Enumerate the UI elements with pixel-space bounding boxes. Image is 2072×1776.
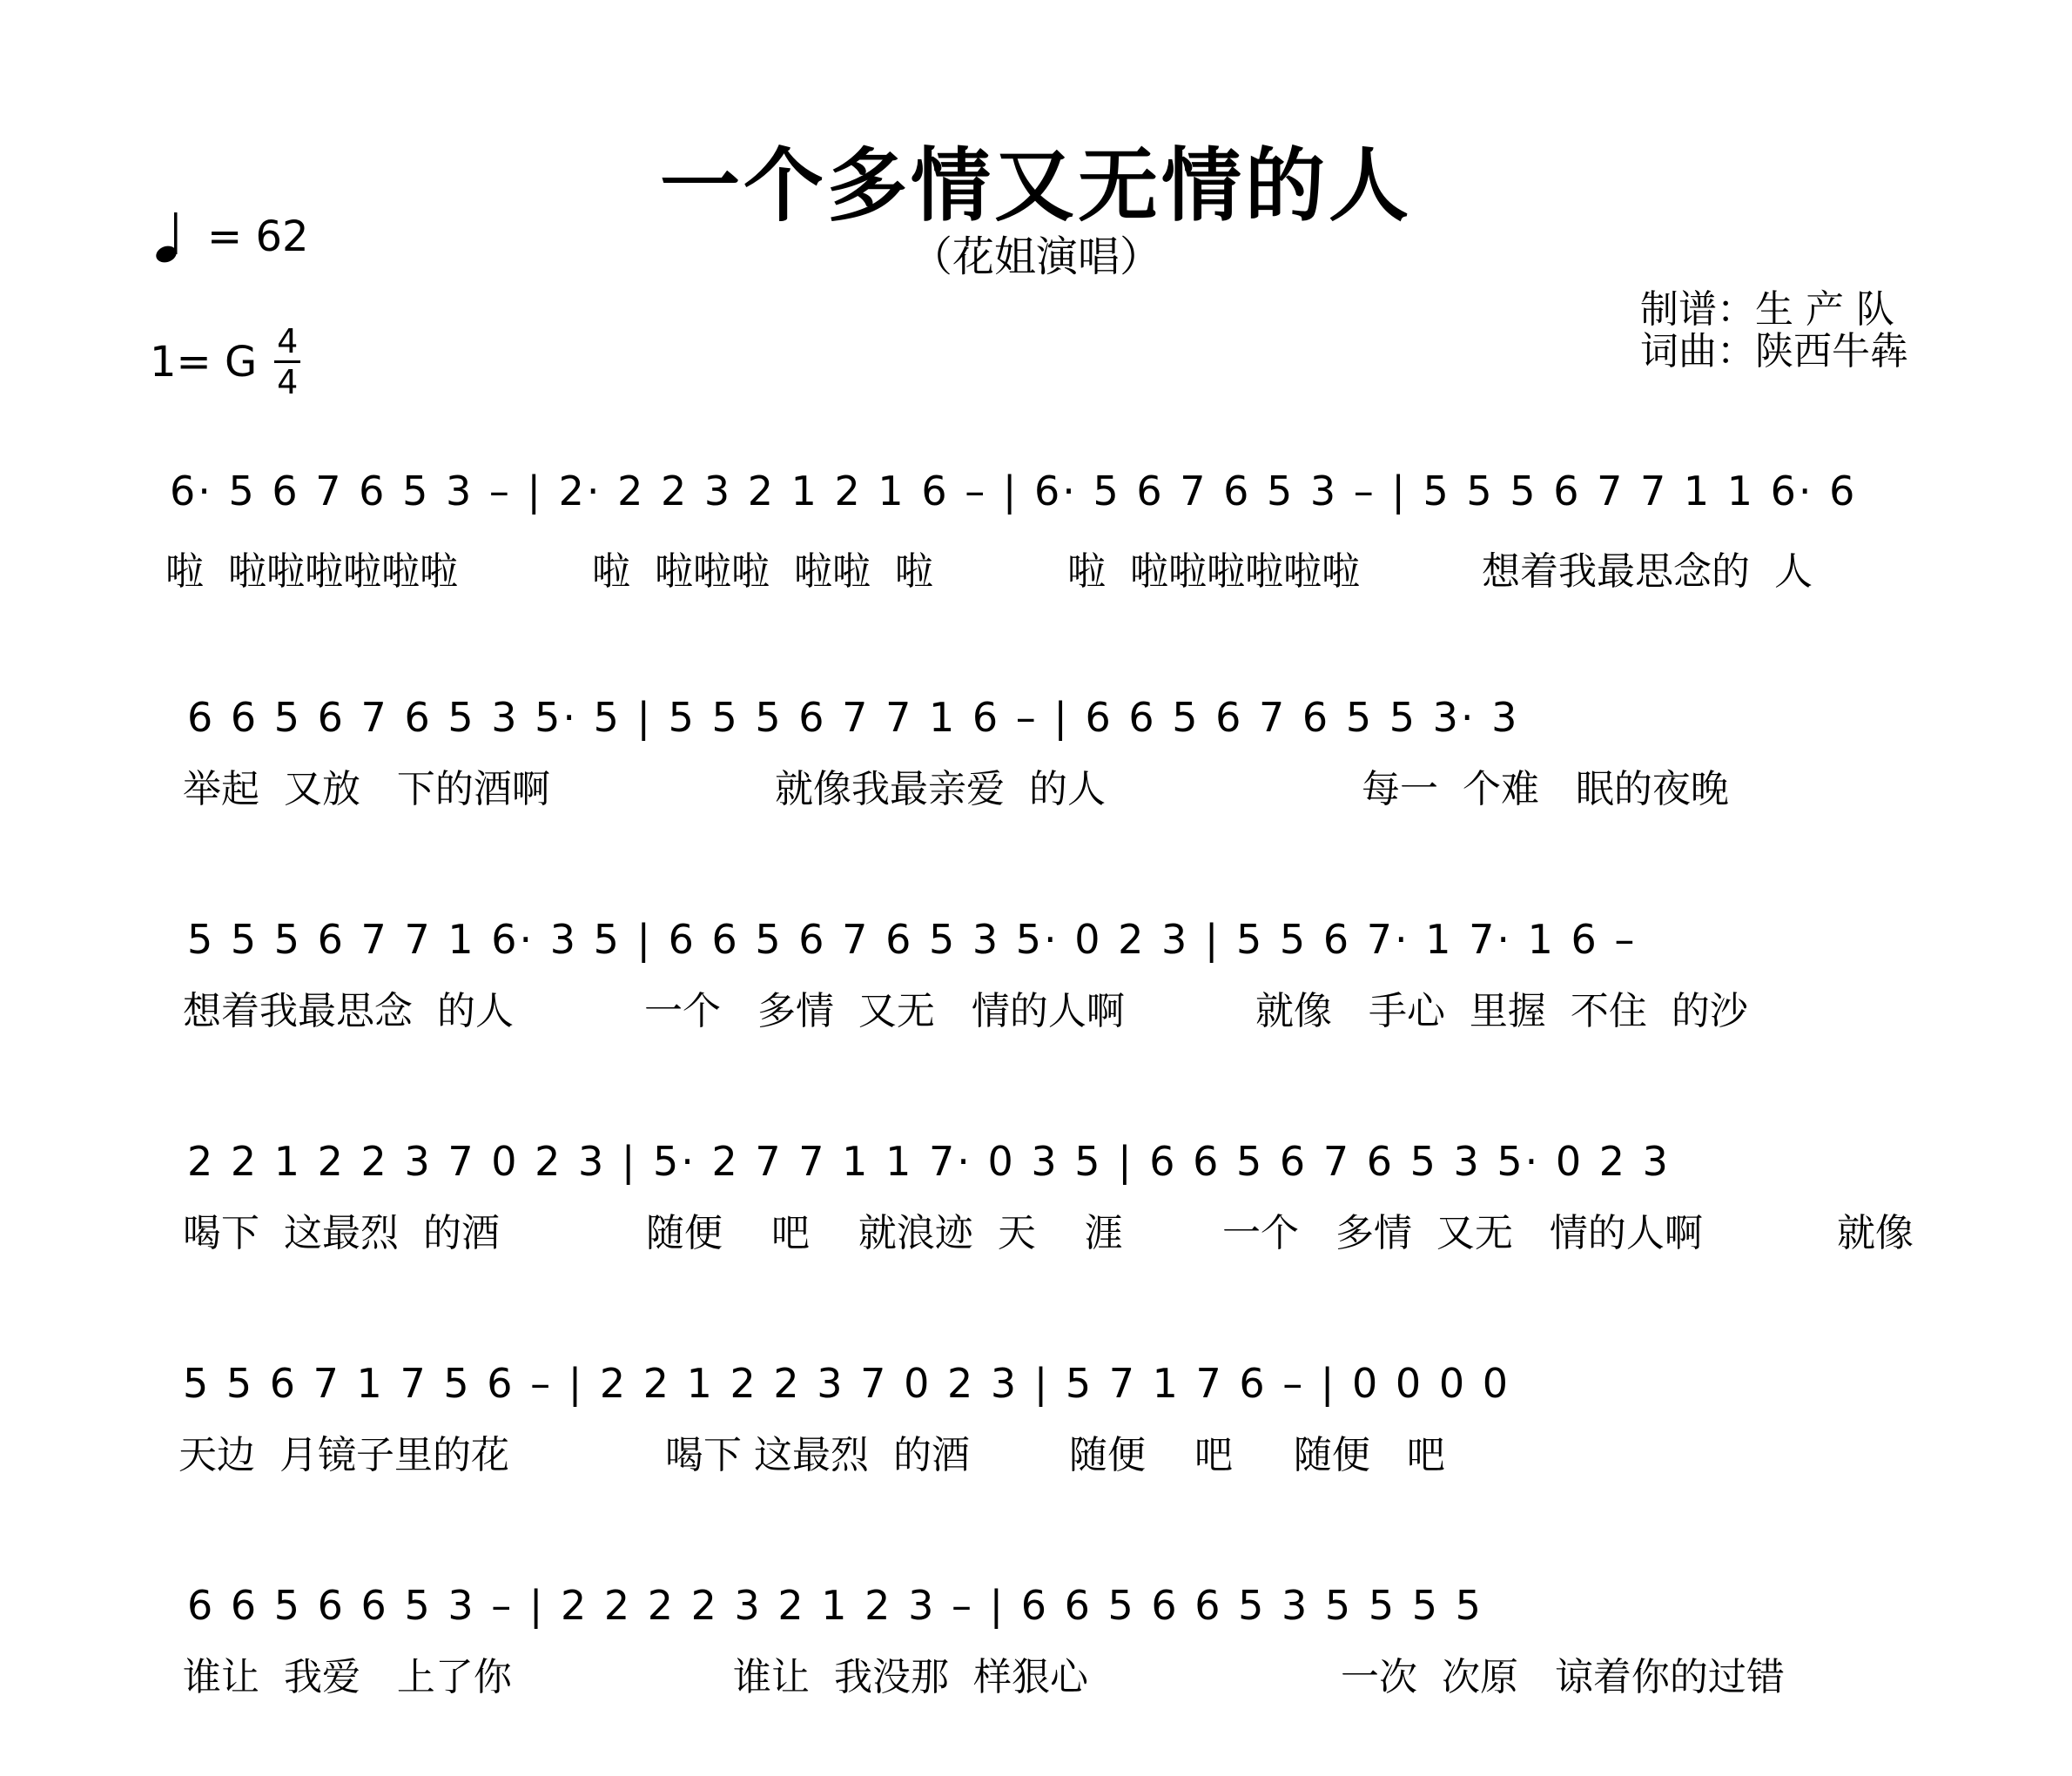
- notation-line-5: 5 5 6 7 1 7 5 6 – | 2 2 1 2 2 3 7 0 2 3 | 5 7 1 7 6 – | 0 0 0 0: [183, 1360, 1510, 1407]
- lyric-6-3: 一次 次原 谅着你的过错: [1341, 1655, 1785, 1699]
- credit-lyrics: 词曲：陕西牛犇: [1640, 329, 1908, 373]
- lyric-3-2: 一个 多情 又无 情的人啊: [644, 989, 1125, 1033]
- score-row-3: [0, 884, 2072, 1058]
- lyric-2-3: 每一 个难 眠的夜晚: [1362, 767, 1729, 811]
- lyric-2-1: 举起 又放 下的酒啊: [183, 767, 550, 811]
- lyric-4-3: 一个 多情 又无 情的人啊: [1222, 1211, 1703, 1255]
- lyric-4-1: 喝下 这最烈 的酒: [183, 1211, 500, 1255]
- lyric-5-2: 喝下 这最烈 的酒: [665, 1433, 970, 1477]
- time-signature-top: 4: [277, 322, 299, 360]
- lyric-5-3: 随便 吧 随便 吧: [1069, 1433, 1445, 1477]
- notation-line-6: 6 6 5 6 6 5 3 – | 2 2 2 2 3 2 1 2 3 – | 6 6 5 6 6 5 3 5 5 5 5: [187, 1582, 1483, 1629]
- notation-line-1: 6· 5 6 7 6 5 3 – | 2· 2 2 3 2 1 2 1 6 – | 6· 5 6 7 6 5 3 – | 5 5 5 6 7 7 1 1 6· 6: [170, 468, 1858, 515]
- lyric-2-2: 就像我最亲爱 的人: [775, 767, 1106, 811]
- quarter-note-icon: [153, 209, 188, 265]
- tempo-value: = 62: [207, 212, 309, 261]
- score-row-5: [0, 1328, 2072, 1502]
- lyric-1-2: 啦 啦啦啦 啦啦 啦: [592, 549, 933, 594]
- lyric-3-3: 就像 手心 里握 不住 的沙: [1255, 989, 1748, 1033]
- credits: [1640, 289, 1908, 373]
- score-row-4: [0, 1106, 2072, 1280]
- score-row-6: [0, 1550, 2072, 1724]
- performer-subtitle: （花姐演唱）: [910, 232, 1161, 281]
- time-signature: [274, 322, 300, 401]
- tempo-marking: [153, 209, 309, 265]
- lyric-1-3: 啦 啦啦啦啦啦啦: [1067, 549, 1360, 594]
- lyric-6-1: 谁让 我爱 上了你: [183, 1655, 512, 1699]
- notation-line-2: 6 6 5 6 7 6 5 3 5· 5 | 5 5 5 6 7 7 1 6 – | 6 6 5 6 7 6 5 5 3· 3: [187, 694, 1520, 741]
- lyric-4-4: 就像: [1837, 1211, 1914, 1255]
- key-label: 1= G: [150, 337, 258, 387]
- notation-line-4: 2 2 1 2 2 3 7 0 2 3 | 5· 2 7 7 1 1 7· 0 3 5 | 6 6 5 6 7 6 5 3 5· 0 2 3: [187, 1138, 1671, 1185]
- song-title: 一个多情又无情的人: [659, 139, 1412, 232]
- lyric-5-1: 天边 月镜子里的花: [178, 1433, 509, 1477]
- key-signature: [150, 322, 300, 401]
- lyric-3-1: 想着我最思念 的人: [183, 989, 514, 1033]
- notation-line-3: 5 5 5 6 7 7 1 6· 3 5 | 6 6 5 6 7 6 5 3 5· 0 2 3 | 5 5 6 7· 1 7· 1 6 –: [187, 916, 1638, 963]
- lyric-1-4: 想着我最思念的 人: [1482, 549, 1813, 594]
- lyric-4-2: 随便 吧 就浪迹 天 涯: [646, 1211, 1123, 1255]
- lyric-1-1: 啦 啦啦啦啦啦啦: [165, 549, 458, 594]
- score-row-1: [0, 435, 2072, 609]
- score-row-2: [0, 662, 2072, 836]
- time-signature-bottom: 4: [277, 363, 299, 401]
- credit-score: 制谱：生 产 队: [1640, 287, 1894, 332]
- lyric-6-2: 谁让 我没那 样狠心: [733, 1655, 1088, 1699]
